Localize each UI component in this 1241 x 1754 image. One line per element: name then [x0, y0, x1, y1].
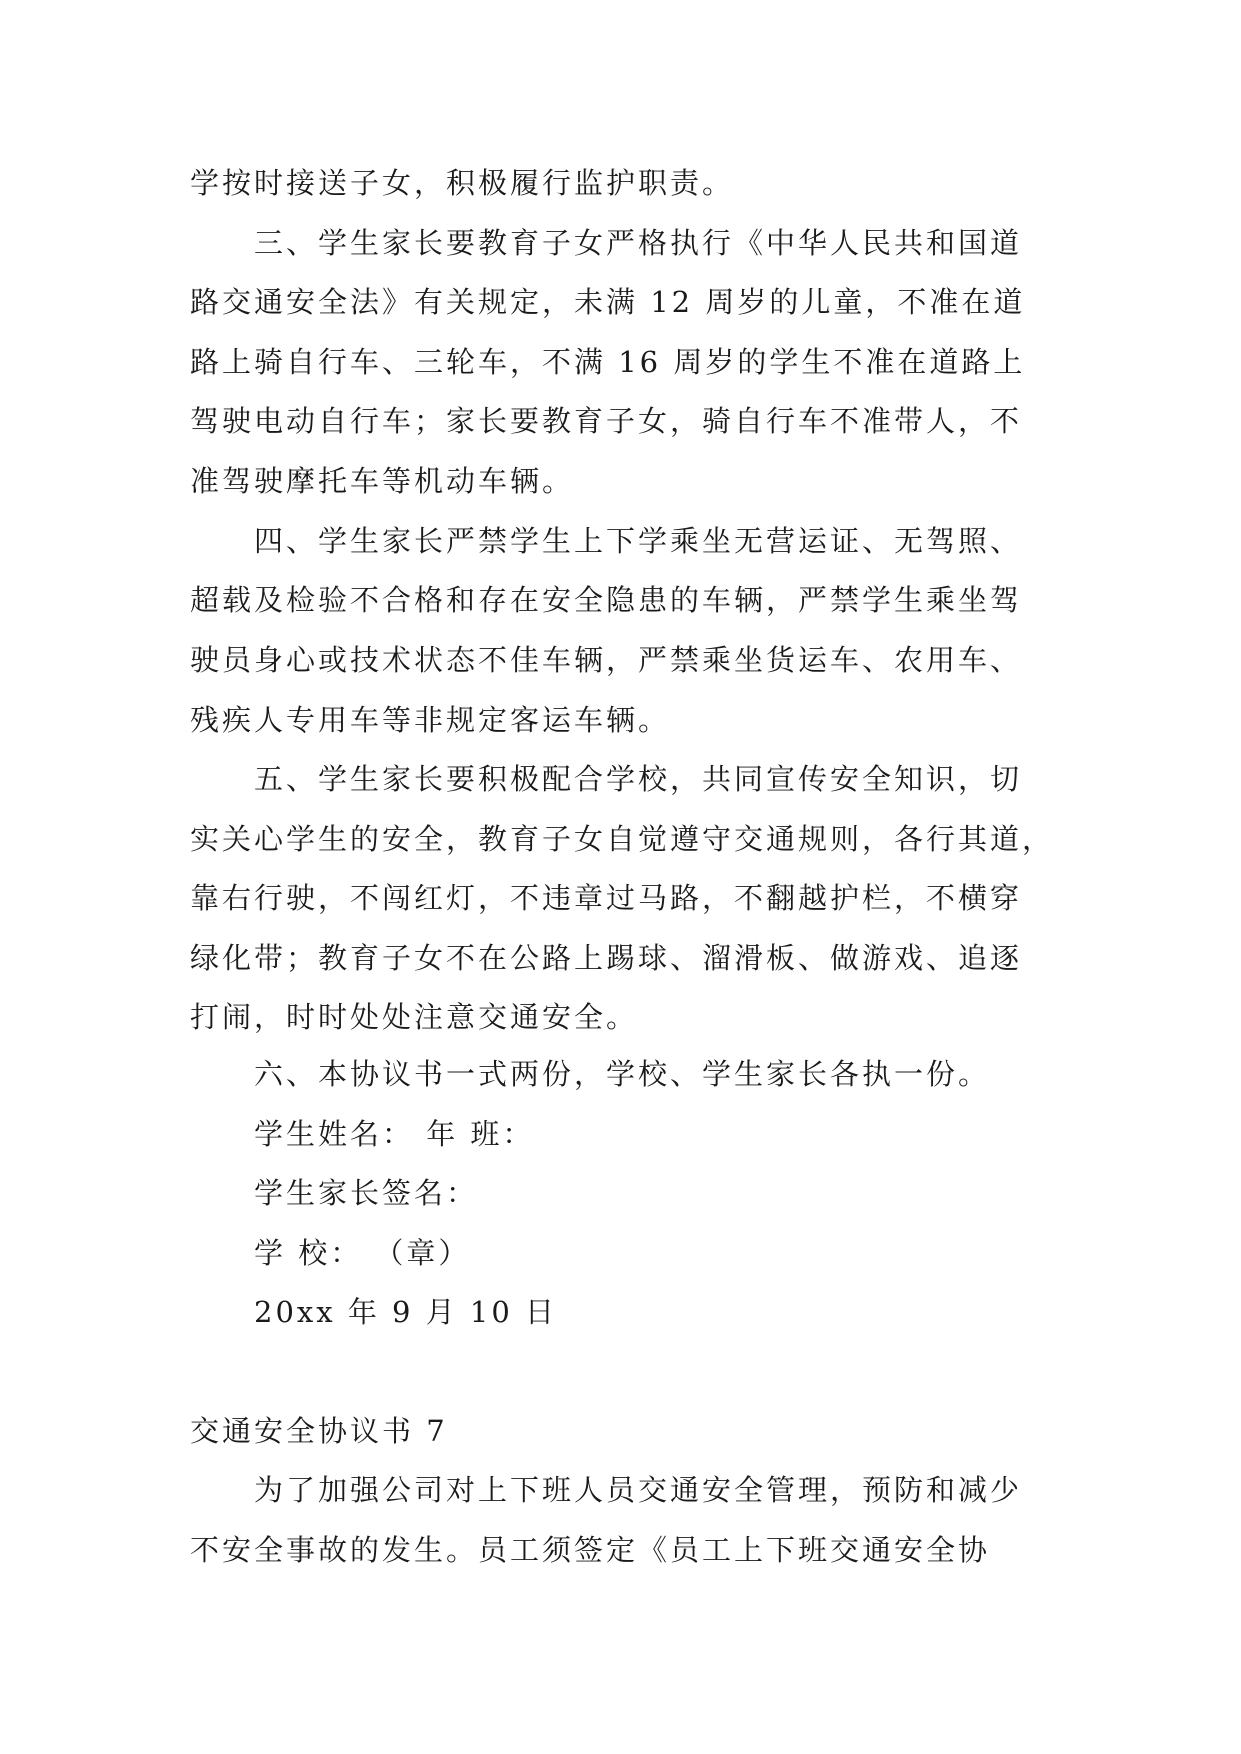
body-line: 打闹，时时处处注意交通安全。: [190, 1000, 639, 1034]
intro-paragraph-line: 为了加强公司对上下班人员交通安全管理，预防和减少: [254, 1473, 1023, 1507]
clause-6-line: 六、本协议书一式两份，学校、学生家长各执一份。: [254, 1057, 991, 1091]
school-seal-label: 学 校： （章）: [254, 1236, 471, 1270]
clause-3-heading-line: 三、学生家长要教育子女严格执行《中华人民共和国道: [254, 226, 1023, 260]
body-line: 超载及检验不合格和存在安全隐患的车辆，严禁学生乘坐驾: [190, 583, 1023, 617]
body-line: 路上骑自行车、三轮车，不满 16 周岁的学生不准在道路上: [190, 345, 1026, 379]
body-line: 绿化带；教育子女不在公路上踢球、溜滑板、做游戏、追逐: [190, 941, 1023, 975]
body-line: 路交通安全法》有关规定，未满 12 周岁的儿童，不准在道: [190, 285, 1026, 319]
body-line: 残疾人专用车等非规定客运车辆。: [190, 703, 671, 737]
body-line: 学按时接送子女，积极履行监护职责。: [190, 166, 735, 200]
student-name-field-label: 学生姓名： 年 班：: [254, 1117, 535, 1151]
clause-5-heading-line: 五、学生家长要积极配合学校，共同宣传安全知识，切: [254, 762, 1023, 796]
body-line: 驾驶电动自行车；家长要教育子女，骑自行车不准带人，不: [190, 404, 1023, 438]
body-line: 驶员身心或技术状态不佳车辆，严禁乘坐货运车、农用车、: [190, 643, 1023, 677]
body-line: 靠右行驶，不闯红灯，不违章过马路，不翻越护栏，不横穿: [190, 881, 1023, 915]
date-line: 20xx 年 9 月 10 日: [254, 1295, 558, 1329]
parent-signature-label: 学生家长签名：: [254, 1176, 479, 1210]
clause-4-heading-line: 四、学生家长严禁学生上下学乘坐无营运证、无驾照、: [254, 524, 1023, 558]
body-line: 实关心学生的安全，教育子女自觉遵守交通规则，各行其道，: [190, 822, 1055, 856]
body-line: 准驾驶摩托车等机动车辆。: [190, 464, 575, 498]
section-title: 交通安全协议书 7: [190, 1414, 448, 1448]
body-line: 不安全事故的发生。员工须签定《员工上下班交通安全协: [190, 1533, 991, 1567]
